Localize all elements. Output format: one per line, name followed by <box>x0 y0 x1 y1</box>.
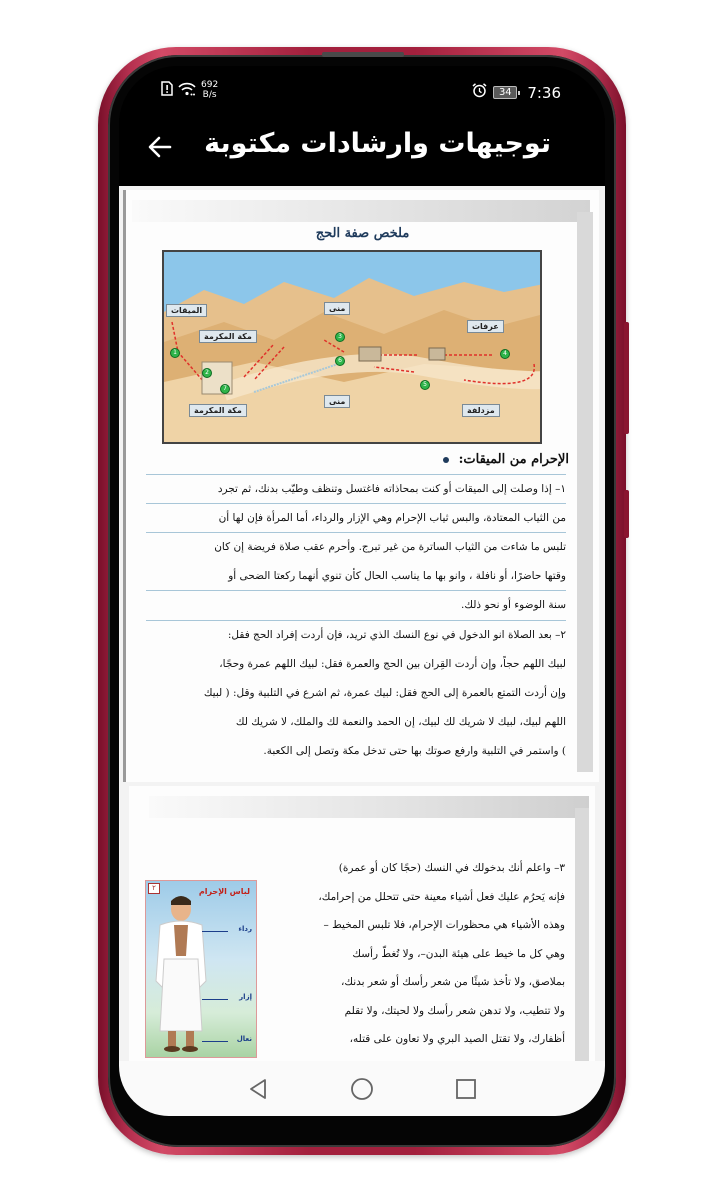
document-page-1 <box>123 190 599 782</box>
hajj-summary-title: ملخص صفة الحج <box>315 226 410 241</box>
text-line: سنة الوضوء أو نحو ذلك. <box>146 590 566 619</box>
map-label-makkah-top: مكة المكرمة <box>199 330 257 343</box>
text-line: ولا تتطيب، ولا تدهن شعر رأسك ولا لحيتك، ولا تقلم <box>344 1004 565 1017</box>
back-button[interactable] <box>145 132 175 162</box>
label-izar: إزار <box>239 993 252 1001</box>
label-naal: نعال <box>236 1035 252 1043</box>
arrow-left-icon <box>145 132 175 162</box>
label-rida: رداء <box>238 925 252 933</box>
text-line: أظفارك، ولا تقتل الصيد البري ولا تعاون على قتله، <box>349 1033 565 1045</box>
text-line: من الثياب المعتادة، والبس ثياب الإحرام وهي الإزار والرداء، أما المرأة فإن لها أن <box>146 503 566 532</box>
network-speed-value: 692 <box>201 80 219 90</box>
section-heading <box>443 452 569 467</box>
nav-recents-icon <box>455 1078 477 1100</box>
page-shadow <box>132 200 590 222</box>
figure-number: ٢ <box>148 883 160 894</box>
nav-home-button[interactable] <box>348 1075 376 1103</box>
text-line: فإنه يَحرُم عليك فعل أشياء معينة حتى تتحلل من إحرامك، <box>318 890 565 903</box>
text-line: بملاصق، ولا تأخذ شيئًا من شعر رأسك أو شعر بدنك، <box>340 976 565 988</box>
pointer-line <box>202 999 228 1000</box>
nav-recents-button[interactable] <box>452 1075 480 1103</box>
nav-home-icon <box>350 1077 374 1101</box>
map-label-muzdalifah: مزدلفة <box>462 404 500 417</box>
wifi-icon <box>178 81 196 100</box>
text-line: ١– إذا وصلت إلى الميقات أو كنت بمحاذاته فاغتسل وتنظف وطيّب بدنك، ثم تجرد <box>146 474 566 503</box>
step-marker: 5 <box>420 380 430 390</box>
map-label-arafat: عرفات <box>467 320 504 333</box>
text-line: ٢– بعد الصلاة انو الدخول في نوع النسك الذي تريد، فإن أردت إفراد الحج فقل: <box>146 620 566 649</box>
sim-alert-icon <box>161 81 173 100</box>
figure-title: لباس الإحرام <box>198 887 250 896</box>
step-marker: 3 <box>335 332 345 342</box>
text-line: ٣– واعلم أنك بدخولك في النسك (حجًا كان أو عمرة) <box>338 862 565 874</box>
app-bar <box>119 118 605 186</box>
battery-level: 34 <box>498 87 512 98</box>
network-speed-unit: B/s <box>202 90 217 100</box>
network-speed <box>201 80 218 100</box>
status-bar <box>119 66 605 118</box>
step-marker: 1 <box>170 348 180 358</box>
battery-icon <box>493 86 517 99</box>
text-line: تلبس ما شاءت من الثياب الساترة من غير تبرج. وأحرم عقب صلاة فريضة إن كان <box>146 532 566 561</box>
document-page-2 <box>129 786 595 1061</box>
map-label-miqat: الميقات <box>166 304 207 317</box>
page-shadow <box>577 212 593 772</box>
system-nav-bar <box>119 1061 605 1116</box>
step-marker: 7 <box>220 384 230 394</box>
text-line: وهذه الأشياء هي محظورات الإحرام، فلا تلبس المخيط – <box>323 919 565 931</box>
page-shadow <box>149 796 589 818</box>
nav-back-icon <box>248 1078 268 1100</box>
screen <box>119 66 605 1116</box>
nav-back-button[interactable] <box>244 1075 272 1103</box>
paragraph-1 <box>146 474 566 619</box>
clock: 7:36 <box>527 83 561 102</box>
map-label-makkah-bottom: مكة المكرمة <box>189 404 247 417</box>
pointer-line <box>202 931 228 932</box>
document-viewer[interactable] <box>119 186 605 1061</box>
hajj-route-map <box>162 250 542 444</box>
text-line: وقتها حاضرًا، أو نافلة ، وانو بها ما يناسب الحال كأن تنوي أنهما ركعتا الضحى أو <box>228 570 566 582</box>
power-button <box>624 490 629 538</box>
map-label-mina-top: منى <box>324 302 350 315</box>
ihram-clothing-illustration <box>145 880 257 1058</box>
page-title: توجيهات وارشادات مكتوبة <box>204 128 551 159</box>
text-line: اللهم لبيك، لبيك لا شريك لك لبيك، إن الحمد والنعمة لك والملك، لا شريك لك <box>235 716 566 728</box>
alarm-icon <box>472 83 487 102</box>
pilgrim-figure <box>146 881 257 1058</box>
volume-button <box>624 322 629 434</box>
text-line: ) واستمر في التلبية وارفع صوتك بها حتى تدخل مكة وتصل إلى الكعبة. <box>263 745 566 757</box>
map-label-mina-bottom: منى <box>324 395 350 408</box>
earpiece-speaker <box>322 52 404 57</box>
section-heading-text: الإحرام من الميقات: <box>458 452 569 467</box>
page-shadow <box>575 808 589 1061</box>
text-line: وإن أردت التمتع بالعمرة إلى الحج فقل: لبيك عمرة، ثم اشرع في التلبية وقل: ( لبيك <box>203 687 566 699</box>
bullet-icon <box>443 457 449 463</box>
text-line: وهي كل ما خيط على هيئة البدن–، ولا تُغطّ رأسك <box>352 947 565 960</box>
step-marker: 6 <box>335 356 345 366</box>
text-line: لبيك اللهم حجاً، وإن أردت القِران بين الحج والعمرة فقل: لبيك اللهم عمرة وحجًا، <box>219 658 566 670</box>
step-marker: 2 <box>202 368 212 378</box>
step-marker: 4 <box>500 349 510 359</box>
paragraph-3 <box>275 854 565 1054</box>
pointer-line <box>202 1041 228 1042</box>
paragraph-2 <box>146 620 566 765</box>
